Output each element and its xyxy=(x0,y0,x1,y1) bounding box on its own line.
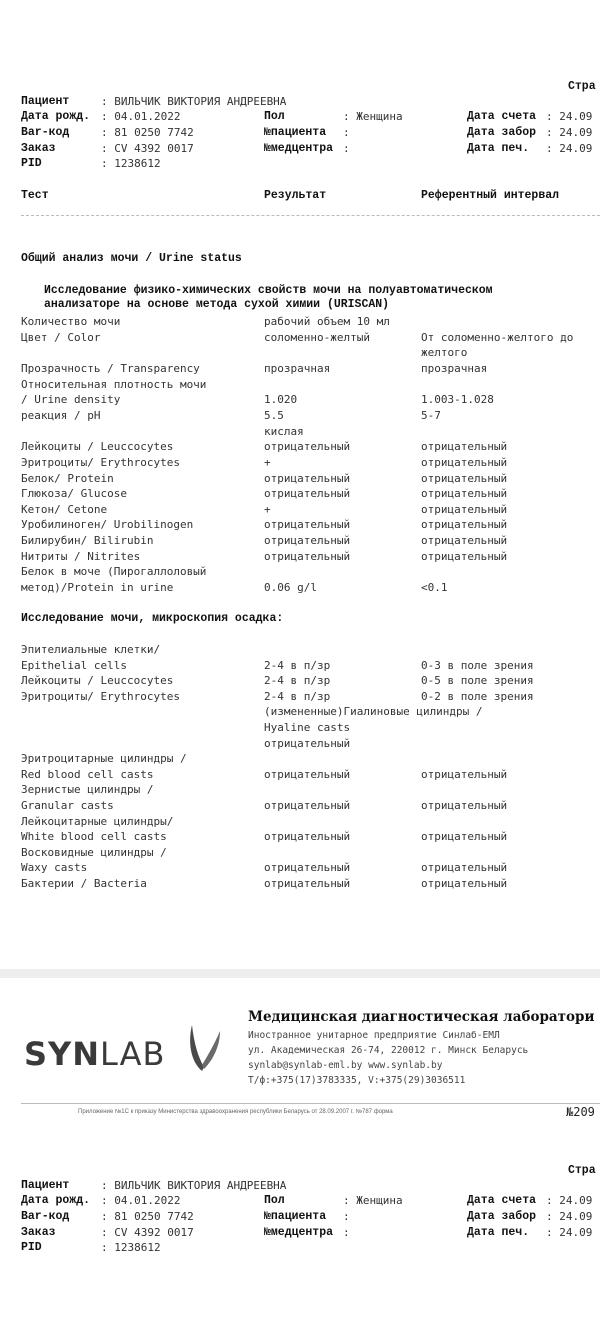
lab-line-2: ул. Академическая 26-74, 220012 г. Минск Беларусь xyxy=(248,1045,529,1056)
dob-label: Дата рожд. xyxy=(21,110,91,123)
center-no-label-2: №медцентра xyxy=(264,1226,334,1239)
reference-range: 5-7 xyxy=(421,408,441,422)
test-result: 2-4 в п/зр xyxy=(264,689,331,703)
center-no-value-2: : xyxy=(343,1226,350,1239)
reference-range: отрицательный xyxy=(421,830,508,844)
test-name: Red blood cell casts xyxy=(21,767,154,781)
order-label: Заказ xyxy=(21,142,56,155)
synlab-logo xyxy=(24,1017,234,1073)
test-name: Лейкоциты / Leuccocytes xyxy=(21,674,174,688)
test-name: Эритроцитарные цилиндры / xyxy=(21,752,187,766)
report-page-2 xyxy=(0,978,600,1333)
test-name: / Urine density xyxy=(21,393,121,407)
pid-value-2: : 1238612 xyxy=(101,1241,161,1254)
test-result: 1.020 xyxy=(264,393,298,407)
patient-name-2: : ВИЛЬЧИК ВИКТОРИЯ АНДРЕЕВНА xyxy=(101,1179,287,1192)
test-result: отрицательный xyxy=(264,518,351,532)
collect-date-value: : 24.09 xyxy=(546,126,593,139)
reference-range: отрицательный xyxy=(421,440,508,454)
lab-divider xyxy=(21,1103,600,1104)
print-date-value: : 24.09 xyxy=(546,142,593,155)
logo-text-syn: SYN xyxy=(24,1035,100,1073)
reference-range: 1.003-1.028 xyxy=(421,393,494,407)
section2-title: Исследование мочи, микроскопия осадка: xyxy=(21,612,284,625)
test-name: Зернистые цилиндры / xyxy=(21,783,154,797)
sex-value-2: : Женщина xyxy=(343,1194,403,1207)
test-result: отрицательный xyxy=(264,440,351,454)
section1-subtitle-1: Исследование физико-химических свойств мочи на полуавтоматическом xyxy=(44,284,493,297)
test-name: Относительная плотность мочи xyxy=(21,377,207,391)
test-result: отрицательный xyxy=(264,799,351,812)
test-result: отрицательный xyxy=(264,830,351,844)
test-result: отрицательный xyxy=(264,877,351,890)
reference-range: прозрачная xyxy=(421,361,488,375)
collect-date-label: Дата забор xyxy=(467,126,537,139)
reference-range: 0-5 в поле зрения xyxy=(421,674,534,688)
test-name: реакция / pH xyxy=(21,408,101,422)
invoice-date-value-2: : 24.09 xyxy=(546,1194,593,1207)
test-name: Granular casts xyxy=(21,799,114,812)
test-name: Waxy casts xyxy=(21,861,88,875)
test-result: отрицательный xyxy=(264,534,351,548)
order-label-2: Заказ xyxy=(21,1226,56,1239)
reference-range: отрицательный xyxy=(421,549,508,563)
center-no-label: №медцентра xyxy=(264,142,334,155)
test-result: прозрачная xyxy=(264,361,331,375)
test-name: Лейкоцитарные цилиндры/ xyxy=(21,814,174,828)
patient-no-label-2: №пациента xyxy=(264,1210,327,1223)
test-name: Глюкоза/ Glucose xyxy=(21,487,127,501)
test-name: Нитриты / Nitrites xyxy=(21,549,141,563)
reference-range: отрицательный xyxy=(421,861,508,875)
lab-title: Медицинская диагностическая лаборатори xyxy=(248,1009,595,1025)
order-value: : CV 4392 0017 xyxy=(101,142,194,155)
patient-name: : ВИЛЬЧИК ВИКТОРИЯ АНДРЕЕВНА xyxy=(101,95,287,108)
reference-range: отрицательный xyxy=(421,767,508,781)
test-name: White blood cell casts xyxy=(21,830,167,844)
column-result: Результат xyxy=(264,189,327,202)
test-name: Белок в моче (Пирогаллоловый xyxy=(21,565,207,579)
reference-range: желтого xyxy=(421,346,468,360)
page-label-2: Стра xyxy=(568,1164,596,1177)
test-name: Эритроциты/ Erythrocytes xyxy=(21,689,180,703)
barcode-label: Bar-код xyxy=(21,126,70,139)
test-result: отрицательный xyxy=(264,861,351,875)
column-reference: Референтный интервал xyxy=(421,189,560,202)
test-result: рабочий объем 10 мл xyxy=(264,315,390,328)
patient-no-value: : xyxy=(343,126,350,139)
test-result: отрицательный xyxy=(264,767,351,781)
barcode-label-2: Bar-код xyxy=(21,1210,70,1223)
test-result: 2-4 в п/зр xyxy=(264,674,331,688)
test-result: 2-4 в п/зр xyxy=(264,658,331,672)
reference-range: отрицательный xyxy=(421,502,508,516)
test-name: Билирубин/ Bilirubin xyxy=(21,534,154,548)
dob-label-2: Дата рожд. xyxy=(21,1194,91,1207)
print-date-label: Дата печ. xyxy=(467,142,530,155)
test-result: 5.5 xyxy=(264,408,284,422)
reference-range: отрицательный xyxy=(421,471,508,485)
test-name: Белок/ Protein xyxy=(21,471,114,485)
pid-label-2: PID xyxy=(21,1241,42,1254)
test-name: Уробилиноген/ Urobilinogen xyxy=(21,518,194,532)
test-result: + xyxy=(264,455,271,469)
logo-text-lab: LAB xyxy=(100,1035,166,1073)
column-test: Тест xyxy=(21,189,49,202)
patient-no-value-2: : xyxy=(343,1210,350,1223)
lab-email-web: synlab@synlab-eml.by www.synlab.by xyxy=(248,1060,443,1071)
test-result: кислая xyxy=(264,424,304,438)
page-label: Стра xyxy=(568,80,596,93)
invoice-date-value: : 24.09 xyxy=(546,110,593,123)
test-result: отрицательный xyxy=(264,471,351,485)
test-result: отрицательный xyxy=(264,736,351,750)
reference-range: отрицательный xyxy=(421,455,508,469)
test-result: + xyxy=(264,502,271,516)
patient-label: Пациент xyxy=(21,95,70,108)
invoice-date-label-2: Дата счета xyxy=(467,1194,537,1207)
test-result: отрицательный xyxy=(264,549,351,563)
pid-value: : 1238612 xyxy=(101,157,161,170)
test-name: Восковидные цилиндры / xyxy=(21,845,167,859)
lab-line-1: Иностранное унитарное предприятие Синлаб-ЕМЛ xyxy=(248,1030,500,1041)
sex-label: Пол xyxy=(264,110,285,123)
reference-range: 0-3 в поле зрения xyxy=(421,658,534,672)
section1-title: Общий анализ мочи / Urine status xyxy=(21,252,242,265)
reference-range: <0.1 xyxy=(421,581,448,595)
patient-no-label: №пациента xyxy=(264,126,327,139)
form-number: №209 xyxy=(566,1105,595,1119)
reference-range: 0-2 в поле зрения xyxy=(421,689,534,703)
reference-range: отрицательный xyxy=(421,487,508,501)
patient-label-2: Пациент xyxy=(21,1179,70,1192)
reference-range: отрицательный xyxy=(421,518,508,532)
invoice-date-label: Дата счета xyxy=(467,110,537,123)
test-name: Кетон/ Cetone xyxy=(21,502,108,516)
test-name: Прозрачность / Transparency xyxy=(21,361,200,375)
test-name: Бактерии / Bacteria xyxy=(21,877,147,890)
page-break xyxy=(0,969,600,978)
test-name: Количество мочи xyxy=(21,315,121,328)
section1-subtitle-2: анализаторе на основе метода сухой химии (URISCAN) xyxy=(44,298,390,311)
dob-value: : 04.01.2022 xyxy=(101,110,181,123)
sex-value: : Женщина xyxy=(343,110,403,123)
dob-value-2: : 04.01.2022 xyxy=(101,1194,181,1207)
test-name: Эпителиальные клетки/ xyxy=(21,643,161,656)
collect-date-label-2: Дата забор xyxy=(467,1210,537,1223)
print-date-value-2: : 24.09 xyxy=(546,1226,593,1239)
center-no-value: : xyxy=(343,142,350,155)
barcode-value: : 81 0250 7742 xyxy=(101,126,194,139)
pid-label: PID xyxy=(21,157,42,170)
test-name: Эритроциты/ Erythrocytes xyxy=(21,455,180,469)
reference-range: отрицательный xyxy=(421,799,508,812)
sex-label-2: Пол xyxy=(264,1194,285,1207)
test-result: 0.06 g/l xyxy=(264,581,317,595)
lab-phones: Т/ф:+375(17)3783335, V:+375(29)3036511 xyxy=(248,1075,466,1086)
test-name: Лейкоциты / Leuccocytes xyxy=(21,440,174,454)
print-date-label-2: Дата печ. xyxy=(467,1226,530,1239)
header-divider xyxy=(21,215,600,216)
order-value-2: : CV 4392 0017 xyxy=(101,1226,194,1239)
logo-leaf-icon xyxy=(184,1021,224,1073)
test-result: соломенно-желтый xyxy=(264,330,370,344)
form-footnote: Приложение №1С к приказу Министерства здравоохранения республики Беларусь от 28.09.2007 г. №787 форма xyxy=(78,1109,393,1115)
test-result: (измененные)Гиалиновые цилиндры / xyxy=(264,705,483,719)
reference-range: От соломенно-желтого до xyxy=(421,330,574,344)
barcode-value-2: : 81 0250 7742 xyxy=(101,1210,194,1223)
collect-date-value-2: : 24.09 xyxy=(546,1210,593,1223)
reference-range: отрицательный xyxy=(421,534,508,548)
test-result: Hyaline casts xyxy=(264,721,351,734)
test-result: отрицательный xyxy=(264,487,351,501)
test-name: Цвет / Color xyxy=(21,330,101,344)
test-name: метод)/Protein in urine xyxy=(21,581,174,595)
reference-range: отрицательный xyxy=(421,877,508,890)
test-name: Epithelial cells xyxy=(21,658,127,672)
